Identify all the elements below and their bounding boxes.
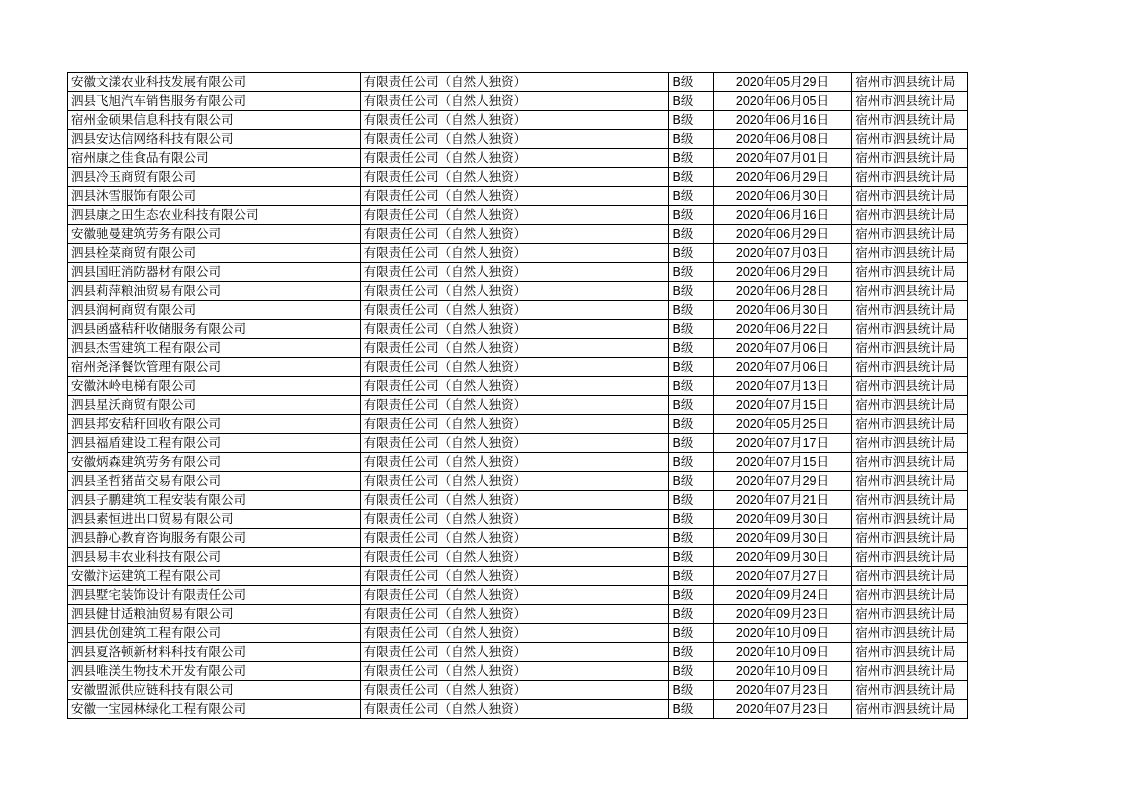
table-row	[68, 377, 968, 396]
table-row	[68, 168, 968, 187]
company-type-cell: 有限责任公司（自然人独资）	[360, 149, 669, 168]
issuing-office-cell: 宿州市泗县统计局	[852, 491, 968, 510]
rating-date-cell: 2020年09月23日	[713, 605, 852, 624]
table-row	[68, 700, 968, 719]
issuing-office-cell: 宿州市泗县统计局	[852, 301, 968, 320]
rating-date-cell: 2020年06月28日	[713, 282, 852, 301]
table-row	[68, 149, 968, 168]
company-name-cell: 安徽文漾农业科技发展有限公司	[68, 73, 361, 92]
company-name-cell: 泗县国旺消防器材有限公司	[68, 263, 361, 282]
company-name-cell: 泗县子鹏建筑工程安装有限公司	[68, 491, 361, 510]
table-row	[68, 320, 968, 339]
company-type-cell: 有限责任公司（自然人独资）	[360, 377, 669, 396]
issuing-office-cell: 宿州市泗县统计局	[852, 187, 968, 206]
rating-date-cell: 2020年07月01日	[713, 149, 852, 168]
issuing-office-cell: 宿州市泗县统计局	[852, 605, 968, 624]
table-row	[68, 624, 968, 643]
table-row	[68, 529, 968, 548]
rating-date-cell: 2020年10月09日	[713, 662, 852, 681]
issuing-office-cell: 宿州市泗县统计局	[852, 681, 968, 700]
company-type-cell: 有限责任公司（自然人独资）	[360, 187, 669, 206]
company-name-cell: 泗县墅宅装饰设计有限责任公司	[68, 586, 361, 605]
company-name-cell: 泗县素恒进出口贸易有限公司	[68, 510, 361, 529]
rating-date-cell: 2020年06月29日	[713, 225, 852, 244]
issuing-office-cell: 宿州市泗县统计局	[852, 320, 968, 339]
issuing-office-cell: 宿州市泗县统计局	[852, 263, 968, 282]
issuing-office-cell: 宿州市泗县统计局	[852, 149, 968, 168]
credit-grade-cell: B级	[669, 282, 713, 301]
issuing-office-cell: 宿州市泗县统计局	[852, 92, 968, 111]
rating-date-cell: 2020年06月16日	[713, 111, 852, 130]
rating-date-cell: 2020年09月24日	[713, 586, 852, 605]
company-type-cell: 有限责任公司（自然人独资）	[360, 491, 669, 510]
issuing-office-cell: 宿州市泗县统计局	[852, 339, 968, 358]
company-name-cell: 泗县静心教育咨询服务有限公司	[68, 529, 361, 548]
rating-date-cell: 2020年06月22日	[713, 320, 852, 339]
rating-date-cell: 2020年07月06日	[713, 358, 852, 377]
credit-grade-cell: B级	[669, 491, 713, 510]
rating-date-cell: 2020年06月16日	[713, 206, 852, 225]
credit-grade-cell: B级	[669, 472, 713, 491]
table-row	[68, 434, 968, 453]
table-row	[68, 263, 968, 282]
company-type-cell: 有限责任公司（自然人独资）	[360, 529, 669, 548]
company-type-cell: 有限责任公司（自然人独资）	[360, 92, 669, 111]
company-type-cell: 有限责任公司（自然人独资）	[360, 320, 669, 339]
company-type-cell: 有限责任公司（自然人独资）	[360, 662, 669, 681]
credit-grade-cell: B级	[669, 225, 713, 244]
company-type-cell: 有限责任公司（自然人独资）	[360, 415, 669, 434]
issuing-office-cell: 宿州市泗县统计局	[852, 529, 968, 548]
table-row	[68, 73, 968, 92]
issuing-office-cell: 宿州市泗县统计局	[852, 225, 968, 244]
rating-date-cell: 2020年10月09日	[713, 624, 852, 643]
credit-grade-cell: B级	[669, 681, 713, 700]
table-row	[68, 187, 968, 206]
issuing-office-cell: 宿州市泗县统计局	[852, 453, 968, 472]
table-row	[68, 681, 968, 700]
table-row	[68, 339, 968, 358]
credit-grade-cell: B级	[669, 453, 713, 472]
table-row	[68, 510, 968, 529]
credit-grade-cell: B级	[669, 130, 713, 149]
company-name-cell: 宿州尧泽餐饮管理有限公司	[68, 358, 361, 377]
company-name-cell: 泗县优创建筑工程有限公司	[68, 624, 361, 643]
credit-grade-cell: B级	[669, 700, 713, 719]
credit-grade-cell: B级	[669, 187, 713, 206]
table-row	[68, 130, 968, 149]
company-name-cell: 泗县沐雪服饰有限公司	[68, 187, 361, 206]
rating-date-cell: 2020年07月06日	[713, 339, 852, 358]
credit-grade-cell: B级	[669, 605, 713, 624]
company-type-cell: 有限责任公司（自然人独资）	[360, 73, 669, 92]
company-type-cell: 有限责任公司（自然人独资）	[360, 434, 669, 453]
company-type-cell: 有限责任公司（自然人独资）	[360, 111, 669, 130]
company-type-cell: 有限责任公司（自然人独资）	[360, 282, 669, 301]
credit-grade-cell: B级	[669, 396, 713, 415]
registry-table-body	[68, 73, 968, 719]
company-name-cell: 泗县康之田生态农业科技有限公司	[68, 206, 361, 225]
rating-date-cell: 2020年07月03日	[713, 244, 852, 263]
rating-date-cell: 2020年09月30日	[713, 529, 852, 548]
credit-grade-cell: B级	[669, 567, 713, 586]
company-name-cell: 安徽沐岭电梯有限公司	[68, 377, 361, 396]
rating-date-cell: 2020年07月15日	[713, 396, 852, 415]
credit-grade-cell: B级	[669, 73, 713, 92]
credit-grade-cell: B级	[669, 301, 713, 320]
company-type-cell: 有限责任公司（自然人独资）	[360, 244, 669, 263]
company-type-cell: 有限责任公司（自然人独资）	[360, 681, 669, 700]
company-type-cell: 有限责任公司（自然人独资）	[360, 510, 669, 529]
issuing-office-cell: 宿州市泗县统计局	[852, 510, 968, 529]
issuing-office-cell: 宿州市泗县统计局	[852, 548, 968, 567]
rating-date-cell: 2020年05月29日	[713, 73, 852, 92]
rating-date-cell: 2020年07月15日	[713, 453, 852, 472]
issuing-office-cell: 宿州市泗县统计局	[852, 472, 968, 491]
table-row	[68, 111, 968, 130]
credit-grade-cell: B级	[669, 586, 713, 605]
credit-grade-cell: B级	[669, 510, 713, 529]
issuing-office-cell: 宿州市泗县统计局	[852, 586, 968, 605]
company-name-cell: 泗县函盛秸秆收储服务有限公司	[68, 320, 361, 339]
table-row	[68, 396, 968, 415]
rating-date-cell: 2020年07月23日	[713, 681, 852, 700]
issuing-office-cell: 宿州市泗县统计局	[852, 73, 968, 92]
rating-date-cell: 2020年06月29日	[713, 168, 852, 187]
rating-date-cell: 2020年09月30日	[713, 548, 852, 567]
company-name-cell: 泗县邦安秸秆回收有限公司	[68, 415, 361, 434]
issuing-office-cell: 宿州市泗县统计局	[852, 415, 968, 434]
issuing-office-cell: 宿州市泗县统计局	[852, 358, 968, 377]
credit-grade-cell: B级	[669, 643, 713, 662]
rating-date-cell: 2020年05月25日	[713, 415, 852, 434]
company-name-cell: 安徽驰曼建筑劳务有限公司	[68, 225, 361, 244]
issuing-office-cell: 宿州市泗县统计局	[852, 434, 968, 453]
table-row	[68, 605, 968, 624]
company-type-cell: 有限责任公司（自然人独资）	[360, 548, 669, 567]
company-type-cell: 有限责任公司（自然人独资）	[360, 567, 669, 586]
company-type-cell: 有限责任公司（自然人独资）	[360, 301, 669, 320]
rating-date-cell: 2020年07月27日	[713, 567, 852, 586]
rating-date-cell: 2020年07月21日	[713, 491, 852, 510]
company-name-cell: 泗县莉萍粮油贸易有限公司	[68, 282, 361, 301]
table-row	[68, 206, 968, 225]
table-row	[68, 662, 968, 681]
credit-grade-cell: B级	[669, 149, 713, 168]
rating-date-cell: 2020年07月13日	[713, 377, 852, 396]
table-row	[68, 282, 968, 301]
company-name-cell: 安徽盟派供应链科技有限公司	[68, 681, 361, 700]
credit-grade-cell: B级	[669, 662, 713, 681]
company-name-cell: 泗县星沃商贸有限公司	[68, 396, 361, 415]
table-row	[68, 453, 968, 472]
table-row	[68, 567, 968, 586]
issuing-office-cell: 宿州市泗县统计局	[852, 168, 968, 187]
company-name-cell: 安徽汴运建筑工程有限公司	[68, 567, 361, 586]
issuing-office-cell: 宿州市泗县统计局	[852, 662, 968, 681]
company-name-cell: 泗县润柯商贸有限公司	[68, 301, 361, 320]
rating-date-cell: 2020年06月30日	[713, 301, 852, 320]
table-row	[68, 586, 968, 605]
credit-grade-cell: B级	[669, 206, 713, 225]
company-type-cell: 有限责任公司（自然人独资）	[360, 339, 669, 358]
table-row	[68, 358, 968, 377]
issuing-office-cell: 宿州市泗县统计局	[852, 111, 968, 130]
table-row	[68, 548, 968, 567]
company-name-cell: 泗县栓菜商贸有限公司	[68, 244, 361, 263]
table-row	[68, 415, 968, 434]
rating-date-cell: 2020年06月30日	[713, 187, 852, 206]
company-type-cell: 有限责任公司（自然人独资）	[360, 263, 669, 282]
credit-grade-cell: B级	[669, 263, 713, 282]
company-name-cell: 泗县易丰农业科技有限公司	[68, 548, 361, 567]
company-type-cell: 有限责任公司（自然人独资）	[360, 453, 669, 472]
issuing-office-cell: 宿州市泗县统计局	[852, 700, 968, 719]
credit-grade-cell: B级	[669, 244, 713, 263]
company-name-cell: 泗县圣哲猪苗交易有限公司	[68, 472, 361, 491]
company-name-cell: 泗县健甘适粮油贸易有限公司	[68, 605, 361, 624]
table-row	[68, 92, 968, 111]
company-type-cell: 有限责任公司（自然人独资）	[360, 643, 669, 662]
table-row	[68, 225, 968, 244]
issuing-office-cell: 宿州市泗县统计局	[852, 377, 968, 396]
credit-grade-cell: B级	[669, 358, 713, 377]
company-name-cell: 泗县飞旭汽车销售服务有限公司	[68, 92, 361, 111]
company-registry-table	[67, 72, 968, 719]
company-type-cell: 有限责任公司（自然人独资）	[360, 358, 669, 377]
credit-grade-cell: B级	[669, 548, 713, 567]
rating-date-cell: 2020年06月29日	[713, 263, 852, 282]
issuing-office-cell: 宿州市泗县统计局	[852, 567, 968, 586]
table-row	[68, 491, 968, 510]
rating-date-cell: 2020年07月23日	[713, 700, 852, 719]
company-type-cell: 有限责任公司（自然人独资）	[360, 472, 669, 491]
credit-grade-cell: B级	[669, 111, 713, 130]
issuing-office-cell: 宿州市泗县统计局	[852, 244, 968, 263]
credit-grade-cell: B级	[669, 624, 713, 643]
table-row	[68, 244, 968, 263]
rating-date-cell: 2020年06月05日	[713, 92, 852, 111]
company-name-cell: 安徽一宝园林绿化工程有限公司	[68, 700, 361, 719]
company-type-cell: 有限责任公司（自然人独资）	[360, 396, 669, 415]
company-name-cell: 泗县夏洛顿新材料科技有限公司	[68, 643, 361, 662]
issuing-office-cell: 宿州市泗县统计局	[852, 206, 968, 225]
credit-grade-cell: B级	[669, 168, 713, 187]
issuing-office-cell: 宿州市泗县统计局	[852, 396, 968, 415]
company-name-cell: 泗县杰雪建筑工程有限公司	[68, 339, 361, 358]
company-type-cell: 有限责任公司（自然人独资）	[360, 700, 669, 719]
credit-grade-cell: B级	[669, 339, 713, 358]
company-type-cell: 有限责任公司（自然人独资）	[360, 605, 669, 624]
credit-grade-cell: B级	[669, 434, 713, 453]
company-type-cell: 有限责任公司（自然人独资）	[360, 206, 669, 225]
rating-date-cell: 2020年07月29日	[713, 472, 852, 491]
company-type-cell: 有限责任公司（自然人独资）	[360, 624, 669, 643]
credit-grade-cell: B级	[669, 377, 713, 396]
issuing-office-cell: 宿州市泗县统计局	[852, 643, 968, 662]
company-name-cell: 宿州康之佳食品有限公司	[68, 149, 361, 168]
issuing-office-cell: 宿州市泗县统计局	[852, 130, 968, 149]
company-type-cell: 有限责任公司（自然人独资）	[360, 586, 669, 605]
table-row	[68, 643, 968, 662]
credit-grade-cell: B级	[669, 529, 713, 548]
company-name-cell: 安徽炳森建筑劳务有限公司	[68, 453, 361, 472]
company-type-cell: 有限责任公司（自然人独资）	[360, 130, 669, 149]
credit-grade-cell: B级	[669, 92, 713, 111]
company-name-cell: 泗县福盾建设工程有限公司	[68, 434, 361, 453]
company-name-cell: 泗县冷玉商贸有限公司	[68, 168, 361, 187]
issuing-office-cell: 宿州市泗县统计局	[852, 282, 968, 301]
rating-date-cell: 2020年09月30日	[713, 510, 852, 529]
rating-date-cell: 2020年06月08日	[713, 130, 852, 149]
credit-grade-cell: B级	[669, 415, 713, 434]
table-row	[68, 301, 968, 320]
rating-date-cell: 2020年10月09日	[713, 643, 852, 662]
rating-date-cell: 2020年07月17日	[713, 434, 852, 453]
company-name-cell: 宿州金硕果信息科技有限公司	[68, 111, 361, 130]
table-row	[68, 472, 968, 491]
issuing-office-cell: 宿州市泗县统计局	[852, 624, 968, 643]
company-type-cell: 有限责任公司（自然人独资）	[360, 225, 669, 244]
company-name-cell: 泗县唯渼生物技术开发有限公司	[68, 662, 361, 681]
credit-grade-cell: B级	[669, 320, 713, 339]
company-type-cell: 有限责任公司（自然人独资）	[360, 168, 669, 187]
company-name-cell: 泗县安达信网络科技有限公司	[68, 130, 361, 149]
